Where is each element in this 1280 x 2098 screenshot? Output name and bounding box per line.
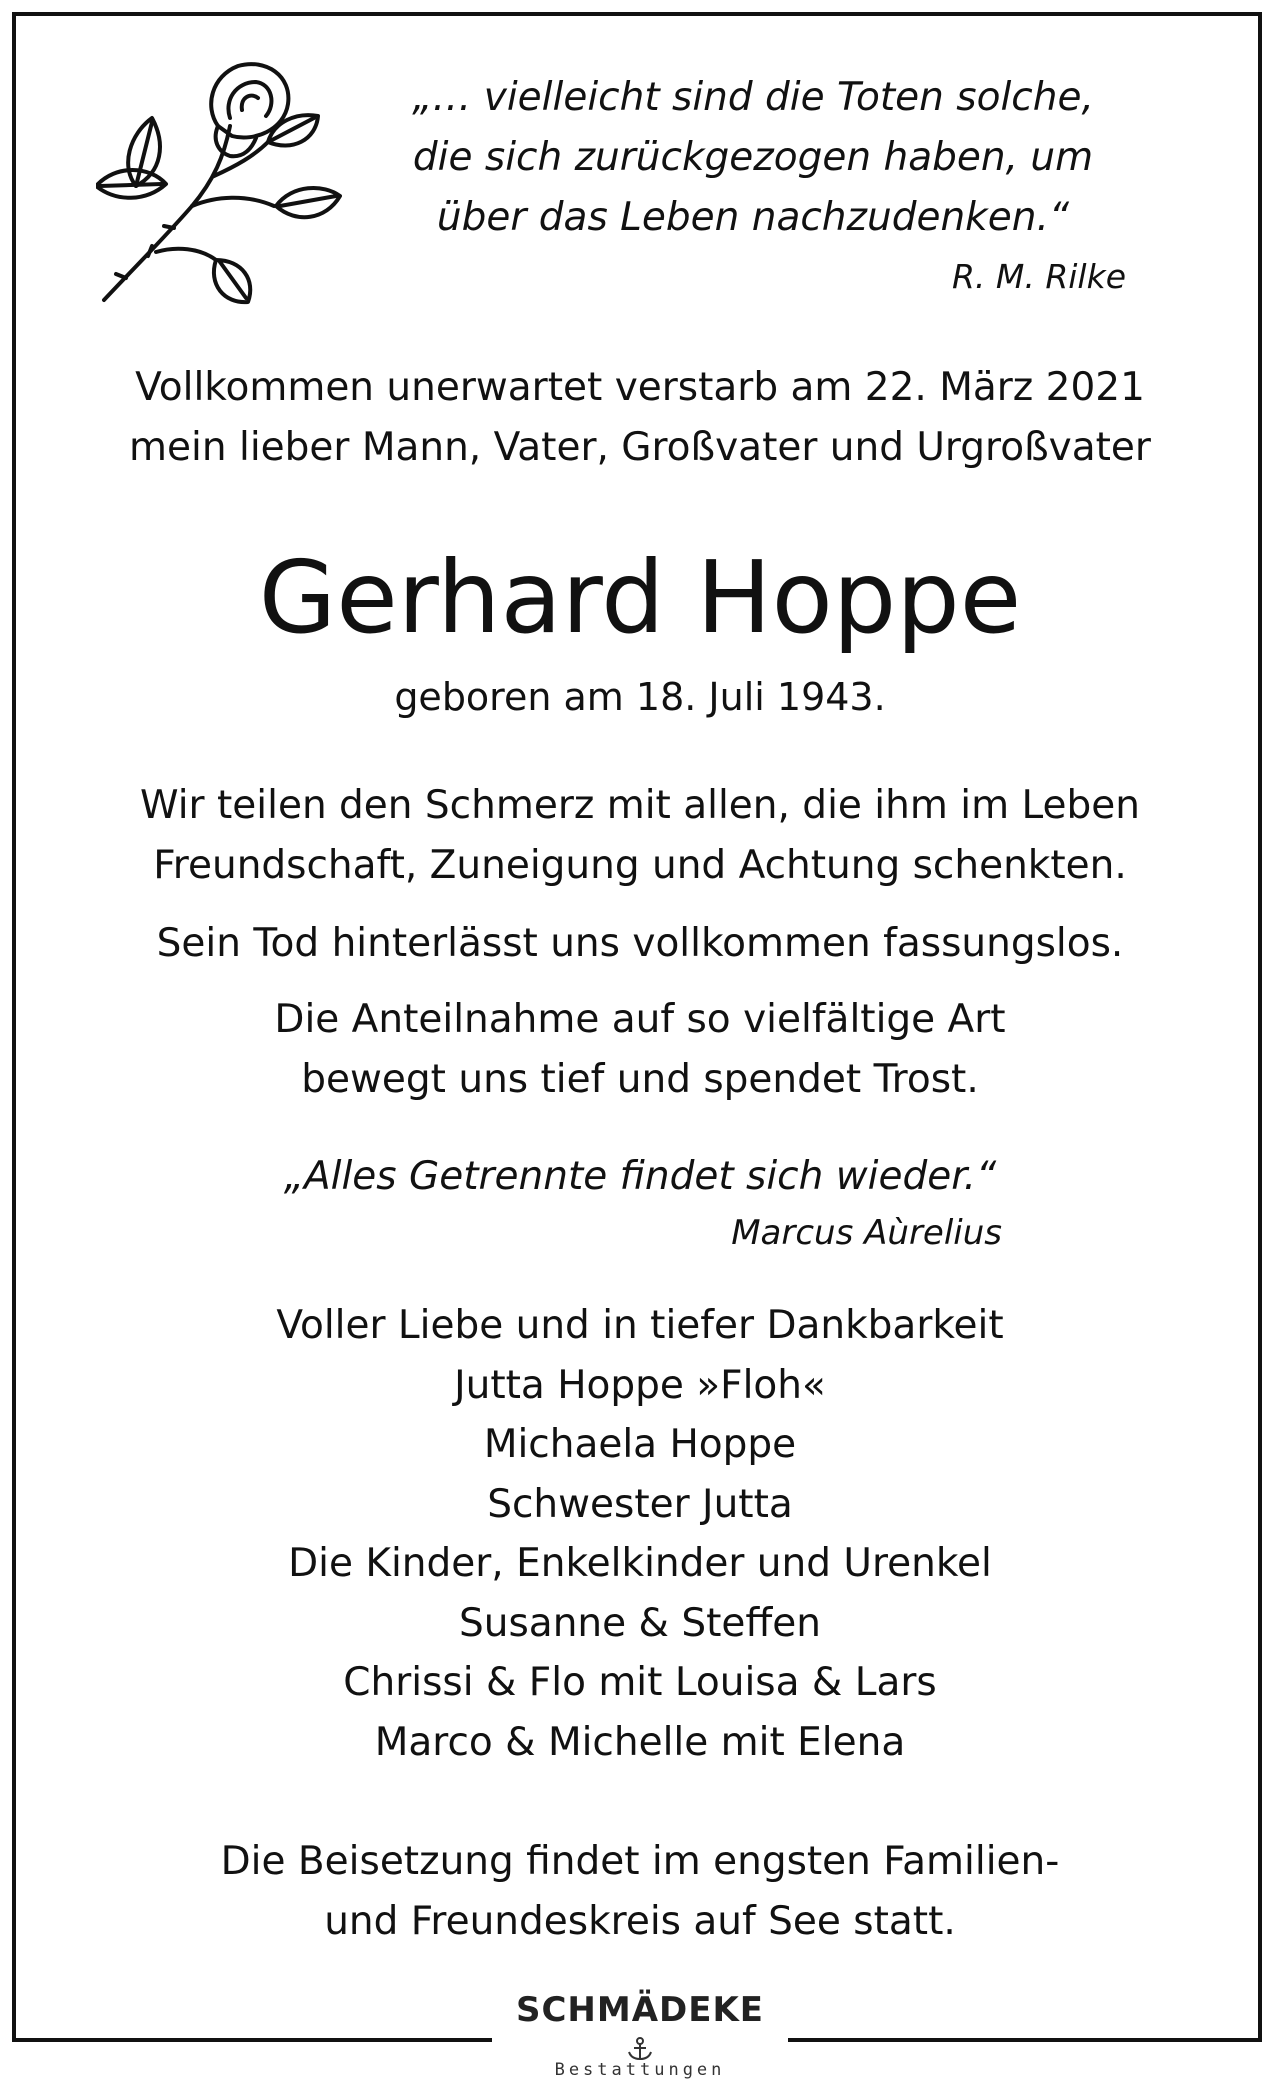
aurelius-quote [0, 1148, 1280, 1206]
mourner-line: Die Kinder, Enkelkinder und Urenkel [288, 1541, 992, 1586]
mourner-line: Schwester Jutta [487, 1481, 793, 1527]
mourner-line: Chrissi & Flo mit Louisa & Lars [343, 1660, 937, 1705]
message-line: Wir teilen den Schmerz mit allen, die ihm im Leben [140, 783, 1140, 828]
message-line: bewegt uns tief und spendet Trost. [301, 1057, 979, 1102]
death-announcement [0, 358, 1280, 478]
grief-paragraph [0, 914, 1280, 974]
funeral-home-subtitle: Bestattungen [554, 2060, 726, 2080]
burial-line: und Freundeskreis auf See statt. [324, 1899, 956, 1944]
mourners-list [0, 1296, 1280, 1772]
mourner-line: Michaela Hoppe [483, 1422, 797, 1467]
quote-line: die sich zurückgezogen haben, um [412, 135, 1094, 180]
announcement-line: mein lieber Mann, Vater, Großvater und Urgroßvater [129, 425, 1151, 470]
rilke-quote [380, 68, 1126, 306]
burial-paragraph [0, 1832, 1280, 1952]
message-line: Sein Tod hinterlässt uns vollkommen fassungslos. [156, 921, 1124, 966]
deceased-name: Gerhard Hoppe [258, 539, 1022, 656]
announcement-line: Vollkommen unerwartet verstarb am 22. März 2021 [135, 365, 1145, 410]
mourner-line: Susanne & Steffen [459, 1600, 821, 1646]
mourner-line: Marco & Michelle mit Elena [374, 1719, 906, 1765]
rose-icon [96, 56, 342, 306]
quote-author: R. M. Rilke [951, 257, 1126, 296]
funeral-home-logo [492, 1980, 788, 2092]
message-line: Die Anteilnahme auf so vielfältige Art [274, 997, 1006, 1042]
birth-date-block [0, 672, 1280, 722]
quote-author: Marcus Aùrelius [731, 1213, 1002, 1253]
birth-date: geboren am 18. Juli 1943. [394, 675, 886, 719]
mourner-line: Voller Liebe und in tiefer Dankbarkeit [276, 1303, 1004, 1348]
condolence-paragraph [0, 990, 1280, 1110]
message-line: Freundschaft, Zuneigung und Achtung schenkten. [153, 843, 1127, 888]
burial-line: Die Beisetzung findet im engsten Familien- [220, 1839, 1060, 1884]
anchor-icon [621, 2036, 659, 2062]
quote-line: „… vielleicht sind die Toten solche, [412, 75, 1094, 120]
sympathy-paragraph [0, 776, 1280, 896]
quote-text: „Alles Getrennte findet sich wieder.“ [283, 1154, 997, 1199]
mourner-line: Jutta Hoppe »Floh« [454, 1362, 826, 1408]
quote-line: über das Leben nachzudenken.“ [436, 195, 1070, 240]
funeral-home-name: SCHMÄDEKE [515, 1990, 765, 2030]
deceased-name-block [0, 538, 1280, 658]
